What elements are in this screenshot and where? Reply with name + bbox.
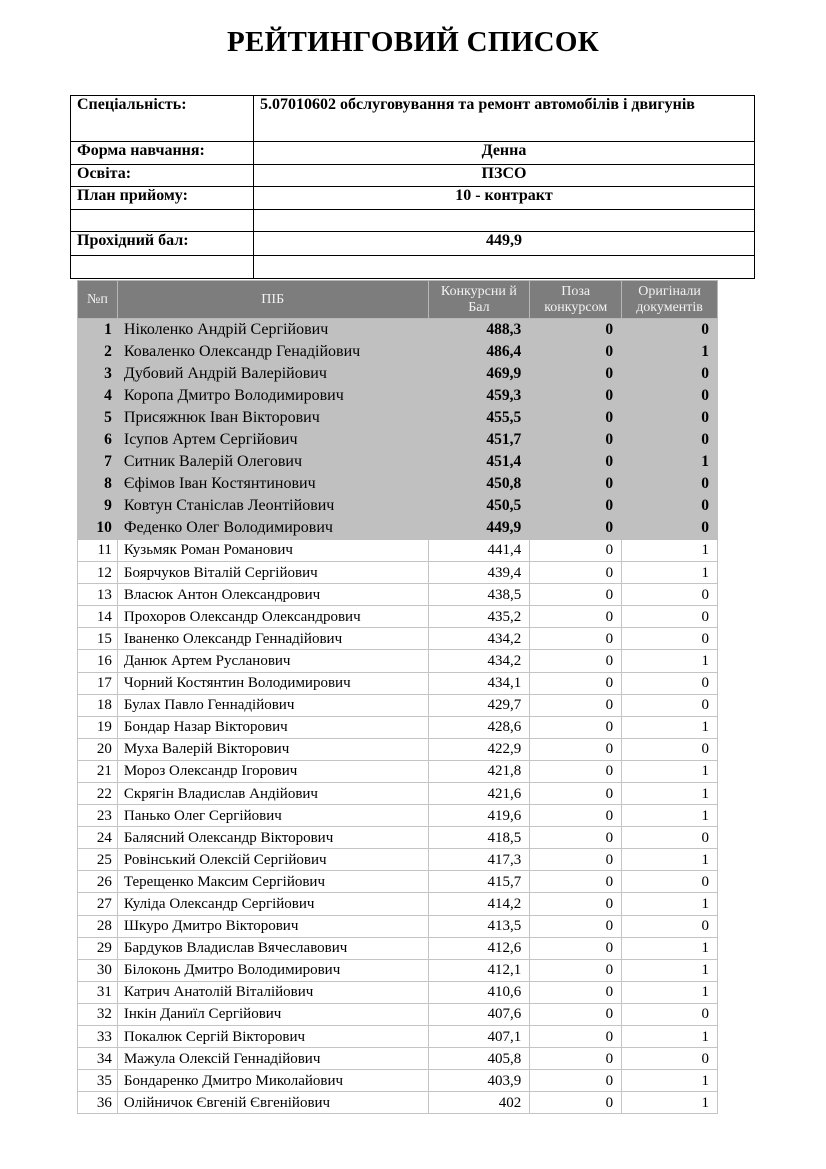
row-number: 32 <box>78 1003 118 1025</box>
row-number: 13 <box>78 584 118 606</box>
page-title: РЕЙТИНГОВИЙ СПИСОК <box>226 26 600 58</box>
education-value: ПЗСО <box>254 165 755 187</box>
out-of-competition-value: 0 <box>530 562 622 584</box>
table-row <box>78 760 718 782</box>
competitive-score: 418,5 <box>428 827 530 849</box>
competitive-score: 435,2 <box>428 606 530 628</box>
table-row <box>78 782 718 804</box>
row-number: 25 <box>78 849 118 871</box>
row-number: 27 <box>78 893 118 915</box>
out-of-competition-value: 0 <box>530 628 622 650</box>
student-name: Коропа Дмитро Володимирович <box>117 385 428 407</box>
table-row <box>78 1026 718 1048</box>
row-number: 30 <box>78 959 118 981</box>
row-number: 24 <box>78 827 118 849</box>
original-documents-value: 1 <box>622 959 718 981</box>
rating-table <box>77 280 718 1114</box>
competitive-score: 414,2 <box>428 893 530 915</box>
competitive-score: 407,6 <box>428 1003 530 1025</box>
competitive-score: 422,9 <box>428 738 530 760</box>
row-number: 5 <box>78 407 118 429</box>
competitive-score: 421,6 <box>428 782 530 804</box>
table-row <box>78 893 718 915</box>
table-header-row <box>78 281 718 319</box>
original-documents-value: 1 <box>622 937 718 959</box>
student-name: Ісупов Артем Сергійович <box>117 429 428 451</box>
table-row <box>78 495 718 517</box>
table-row <box>78 650 718 672</box>
row-number: 1 <box>78 319 118 341</box>
original-documents-value: 1 <box>622 782 718 804</box>
student-name: Білоконь Дмитро Володимирович <box>117 959 428 981</box>
competitive-score: 405,8 <box>428 1048 530 1070</box>
table-row <box>78 937 718 959</box>
student-name: Бондаренко Дмитро Миколайович <box>117 1070 428 1092</box>
student-name: Панько Олег Сергійович <box>117 805 428 827</box>
student-name: Олійничок Євгеній Євгенійович <box>117 1092 428 1114</box>
row-number: 14 <box>78 606 118 628</box>
out-of-competition-value: 0 <box>530 738 622 760</box>
competitive-score: 410,6 <box>428 981 530 1003</box>
competitive-score: 419,6 <box>428 805 530 827</box>
out-of-competition-value: 0 <box>530 517 622 539</box>
out-of-competition-value: 0 <box>530 915 622 937</box>
table-row <box>78 738 718 760</box>
table-row <box>78 694 718 716</box>
competitive-score: 428,6 <box>428 716 530 738</box>
original-documents-value: 0 <box>622 827 718 849</box>
original-documents-value: 0 <box>622 584 718 606</box>
empty-cell <box>71 210 254 232</box>
competitive-score: 450,5 <box>428 495 530 517</box>
original-documents-value: 0 <box>622 738 718 760</box>
competitive-score: 451,7 <box>428 429 530 451</box>
education-label: Освіта: <box>71 165 254 187</box>
original-documents-value: 0 <box>622 694 718 716</box>
original-documents-value: 1 <box>622 805 718 827</box>
row-number: 20 <box>78 738 118 760</box>
competitive-score: 421,8 <box>428 760 530 782</box>
row-number: 28 <box>78 915 118 937</box>
original-documents-value: 0 <box>622 473 718 495</box>
admission-info-table <box>70 95 755 279</box>
table-row <box>78 341 718 363</box>
competitive-score: 434,1 <box>428 672 530 694</box>
table-row <box>78 319 718 341</box>
student-name: Феденко Олег Володимирович <box>117 517 428 539</box>
table-row <box>78 827 718 849</box>
plan-value: 10 - контракт <box>254 187 755 210</box>
original-documents-value: 1 <box>622 849 718 871</box>
row-number: 21 <box>78 760 118 782</box>
competitive-score: 413,5 <box>428 915 530 937</box>
original-documents-value: 1 <box>622 981 718 1003</box>
out-of-competition-value: 0 <box>530 650 622 672</box>
original-documents-value: 0 <box>622 517 718 539</box>
row-number: 17 <box>78 672 118 694</box>
competitive-score: 441,4 <box>428 539 530 561</box>
competitive-score: 449,9 <box>428 517 530 539</box>
original-documents-value: 0 <box>622 672 718 694</box>
table-row <box>78 1070 718 1092</box>
competitive-score: 438,5 <box>428 584 530 606</box>
student-name: Булах Павло Геннадійович <box>117 694 428 716</box>
original-documents-value: 1 <box>622 760 718 782</box>
student-name: Мороз Олександр Ігорович <box>117 760 428 782</box>
out-of-competition-value: 0 <box>530 1003 622 1025</box>
out-of-competition-value: 0 <box>530 1092 622 1114</box>
student-name: Катрич Анатолій Віталійович <box>117 981 428 1003</box>
student-name: Інкін Даниїл Сергійович <box>117 1003 428 1025</box>
row-number: 35 <box>78 1070 118 1092</box>
table-row <box>78 1048 718 1070</box>
student-name: Муха Валерій Вікторович <box>117 738 428 760</box>
competitive-score: 450,8 <box>428 473 530 495</box>
student-name: Прохоров Олександр Олександрович <box>117 606 428 628</box>
table-row <box>78 606 718 628</box>
table-row <box>78 981 718 1003</box>
table-row <box>78 584 718 606</box>
original-documents-value: 0 <box>622 363 718 385</box>
out-of-competition-value: 0 <box>530 760 622 782</box>
table-row <box>78 517 718 539</box>
competitive-score: 434,2 <box>428 628 530 650</box>
pass-score-value: 449,9 <box>254 232 755 256</box>
row-number: 29 <box>78 937 118 959</box>
student-name: Присяжнюк Іван Вікторович <box>117 407 428 429</box>
out-of-competition-value: 0 <box>530 782 622 804</box>
out-of-competition-value: 0 <box>530 385 622 407</box>
row-number: 2 <box>78 341 118 363</box>
header-name: ПІБ <box>117 281 428 319</box>
row-number: 23 <box>78 805 118 827</box>
header-number: №п <box>78 281 118 319</box>
out-of-competition-value: 0 <box>530 937 622 959</box>
out-of-competition-value: 0 <box>530 827 622 849</box>
student-name: Ніколенко Андрій Сергійович <box>117 319 428 341</box>
competitive-score: 439,4 <box>428 562 530 584</box>
out-of-competition-value: 0 <box>530 473 622 495</box>
original-documents-value: 0 <box>622 628 718 650</box>
competitive-score: 486,4 <box>428 341 530 363</box>
original-documents-value: 1 <box>622 1070 718 1092</box>
original-documents-value: 1 <box>622 893 718 915</box>
out-of-competition-value: 0 <box>530 451 622 473</box>
row-number: 8 <box>78 473 118 495</box>
student-name: Скрягін Владислав Андійович <box>117 782 428 804</box>
competitive-score: 469,9 <box>428 363 530 385</box>
out-of-competition-value: 0 <box>530 871 622 893</box>
out-of-competition-value: 0 <box>530 584 622 606</box>
table-row <box>78 1003 718 1025</box>
original-documents-value: 1 <box>622 451 718 473</box>
student-name: Ровінський Олексій Сергійович <box>117 849 428 871</box>
original-documents-value: 0 <box>622 606 718 628</box>
competitive-score: 407,1 <box>428 1026 530 1048</box>
row-number: 4 <box>78 385 118 407</box>
table-row <box>78 849 718 871</box>
header-out-of-competition: Поза конкурсом <box>530 281 622 319</box>
table-row <box>78 363 718 385</box>
original-documents-value: 1 <box>622 1026 718 1048</box>
table-row <box>78 1092 718 1114</box>
empty-cell <box>254 210 755 232</box>
competitive-score: 429,7 <box>428 694 530 716</box>
specialty-value: 5.07010602 обслуговування та ремонт автомобілів і двигунів <box>254 96 755 142</box>
out-of-competition-value: 0 <box>530 959 622 981</box>
student-name: Шкуро Дмитро Вікторович <box>117 915 428 937</box>
out-of-competition-value: 0 <box>530 539 622 561</box>
original-documents-value: 0 <box>622 407 718 429</box>
row-number: 10 <box>78 517 118 539</box>
original-documents-value: 0 <box>622 1003 718 1025</box>
out-of-competition-value: 0 <box>530 893 622 915</box>
student-name: Коваленко Олександр Генадійович <box>117 341 428 363</box>
row-number: 6 <box>78 429 118 451</box>
out-of-competition-value: 0 <box>530 672 622 694</box>
student-name: Балясний Олександр Вікторович <box>117 827 428 849</box>
student-name: Ситник Валерій Олегович <box>117 451 428 473</box>
row-number: 18 <box>78 694 118 716</box>
header-original-documents: Оригінали документів <box>622 281 718 319</box>
student-name: Боярчуков Віталій Сергійович <box>117 562 428 584</box>
form-label: Форма навчання: <box>71 142 254 165</box>
out-of-competition-value: 0 <box>530 1026 622 1048</box>
out-of-competition-value: 0 <box>530 606 622 628</box>
table-row <box>78 473 718 495</box>
table-row <box>78 805 718 827</box>
student-name: Кузьмяк Роман Романович <box>117 539 428 561</box>
out-of-competition-value: 0 <box>530 805 622 827</box>
original-documents-value: 0 <box>622 915 718 937</box>
table-row <box>78 562 718 584</box>
row-number: 19 <box>78 716 118 738</box>
out-of-competition-value: 0 <box>530 1070 622 1092</box>
student-name: Іваненко Олександр Геннадійович <box>117 628 428 650</box>
row-number: 7 <box>78 451 118 473</box>
competitive-score: 415,7 <box>428 871 530 893</box>
out-of-competition-value: 0 <box>530 849 622 871</box>
pass-score-label: Прохідний бал: <box>71 232 254 256</box>
original-documents-value: 0 <box>622 495 718 517</box>
table-row <box>78 385 718 407</box>
original-documents-value: 1 <box>622 341 718 363</box>
competitive-score: 412,6 <box>428 937 530 959</box>
student-name: Куліда Олександр Сергійович <box>117 893 428 915</box>
out-of-competition-value: 0 <box>530 341 622 363</box>
student-name: Бардуков Владислав Вячеславович <box>117 937 428 959</box>
row-number: 31 <box>78 981 118 1003</box>
row-number: 34 <box>78 1048 118 1070</box>
student-name: Мажула Олексій Геннадійович <box>117 1048 428 1070</box>
original-documents-value: 1 <box>622 539 718 561</box>
row-number: 16 <box>78 650 118 672</box>
form-value: Денна <box>254 142 755 165</box>
student-name: Данюк Артем Русланович <box>117 650 428 672</box>
row-number: 9 <box>78 495 118 517</box>
out-of-competition-value: 0 <box>530 363 622 385</box>
competitive-score: 459,3 <box>428 385 530 407</box>
table-row <box>78 407 718 429</box>
original-documents-value: 1 <box>622 1092 718 1114</box>
row-number: 12 <box>78 562 118 584</box>
competitive-score: 455,5 <box>428 407 530 429</box>
competitive-score: 402 <box>428 1092 530 1114</box>
student-name: Власюк Антон Олександрович <box>117 584 428 606</box>
student-name: Бондар Назар Вікторович <box>117 716 428 738</box>
competitive-score: 417,3 <box>428 849 530 871</box>
original-documents-value: 1 <box>622 562 718 584</box>
competitive-score: 488,3 <box>428 319 530 341</box>
original-documents-value: 0 <box>622 1048 718 1070</box>
row-number: 33 <box>78 1026 118 1048</box>
student-name: Чорний Костянтин Володимирович <box>117 672 428 694</box>
out-of-competition-value: 0 <box>530 981 622 1003</box>
out-of-competition-value: 0 <box>530 716 622 738</box>
out-of-competition-value: 0 <box>530 407 622 429</box>
table-row <box>78 716 718 738</box>
student-name: Покалюк Сергій Вікторович <box>117 1026 428 1048</box>
table-row <box>78 451 718 473</box>
row-number: 26 <box>78 871 118 893</box>
original-documents-value: 1 <box>622 716 718 738</box>
competitive-score: 403,9 <box>428 1070 530 1092</box>
original-documents-value: 0 <box>622 429 718 451</box>
header-score: Конкурсни й Бал <box>428 281 530 319</box>
original-documents-value: 0 <box>622 871 718 893</box>
table-row <box>78 959 718 981</box>
row-number: 3 <box>78 363 118 385</box>
empty-cell <box>71 256 254 279</box>
original-documents-value: 1 <box>622 650 718 672</box>
competitive-score: 451,4 <box>428 451 530 473</box>
competitive-score: 412,1 <box>428 959 530 981</box>
table-row <box>78 429 718 451</box>
table-row <box>78 628 718 650</box>
row-number: 15 <box>78 628 118 650</box>
row-number: 11 <box>78 539 118 561</box>
out-of-competition-value: 0 <box>530 429 622 451</box>
student-name: Ковтун Станіслав Леонтійович <box>117 495 428 517</box>
student-name: Терещенко Максим Сергійович <box>117 871 428 893</box>
original-documents-value: 0 <box>622 319 718 341</box>
specialty-label: Спеціальність: <box>71 96 254 142</box>
out-of-competition-value: 0 <box>530 319 622 341</box>
original-documents-value: 0 <box>622 385 718 407</box>
out-of-competition-value: 0 <box>530 694 622 716</box>
table-row <box>78 915 718 937</box>
competitive-score: 434,2 <box>428 650 530 672</box>
table-row <box>78 539 718 561</box>
table-row <box>78 871 718 893</box>
row-number: 22 <box>78 782 118 804</box>
empty-cell <box>254 256 755 279</box>
out-of-competition-value: 0 <box>530 1048 622 1070</box>
row-number: 36 <box>78 1092 118 1114</box>
plan-label: План прийому: <box>71 187 254 210</box>
student-name: Єфімов Іван Костянтинович <box>117 473 428 495</box>
student-name: Дубовий Андрій Валерійович <box>117 363 428 385</box>
out-of-competition-value: 0 <box>530 495 622 517</box>
table-row <box>78 672 718 694</box>
